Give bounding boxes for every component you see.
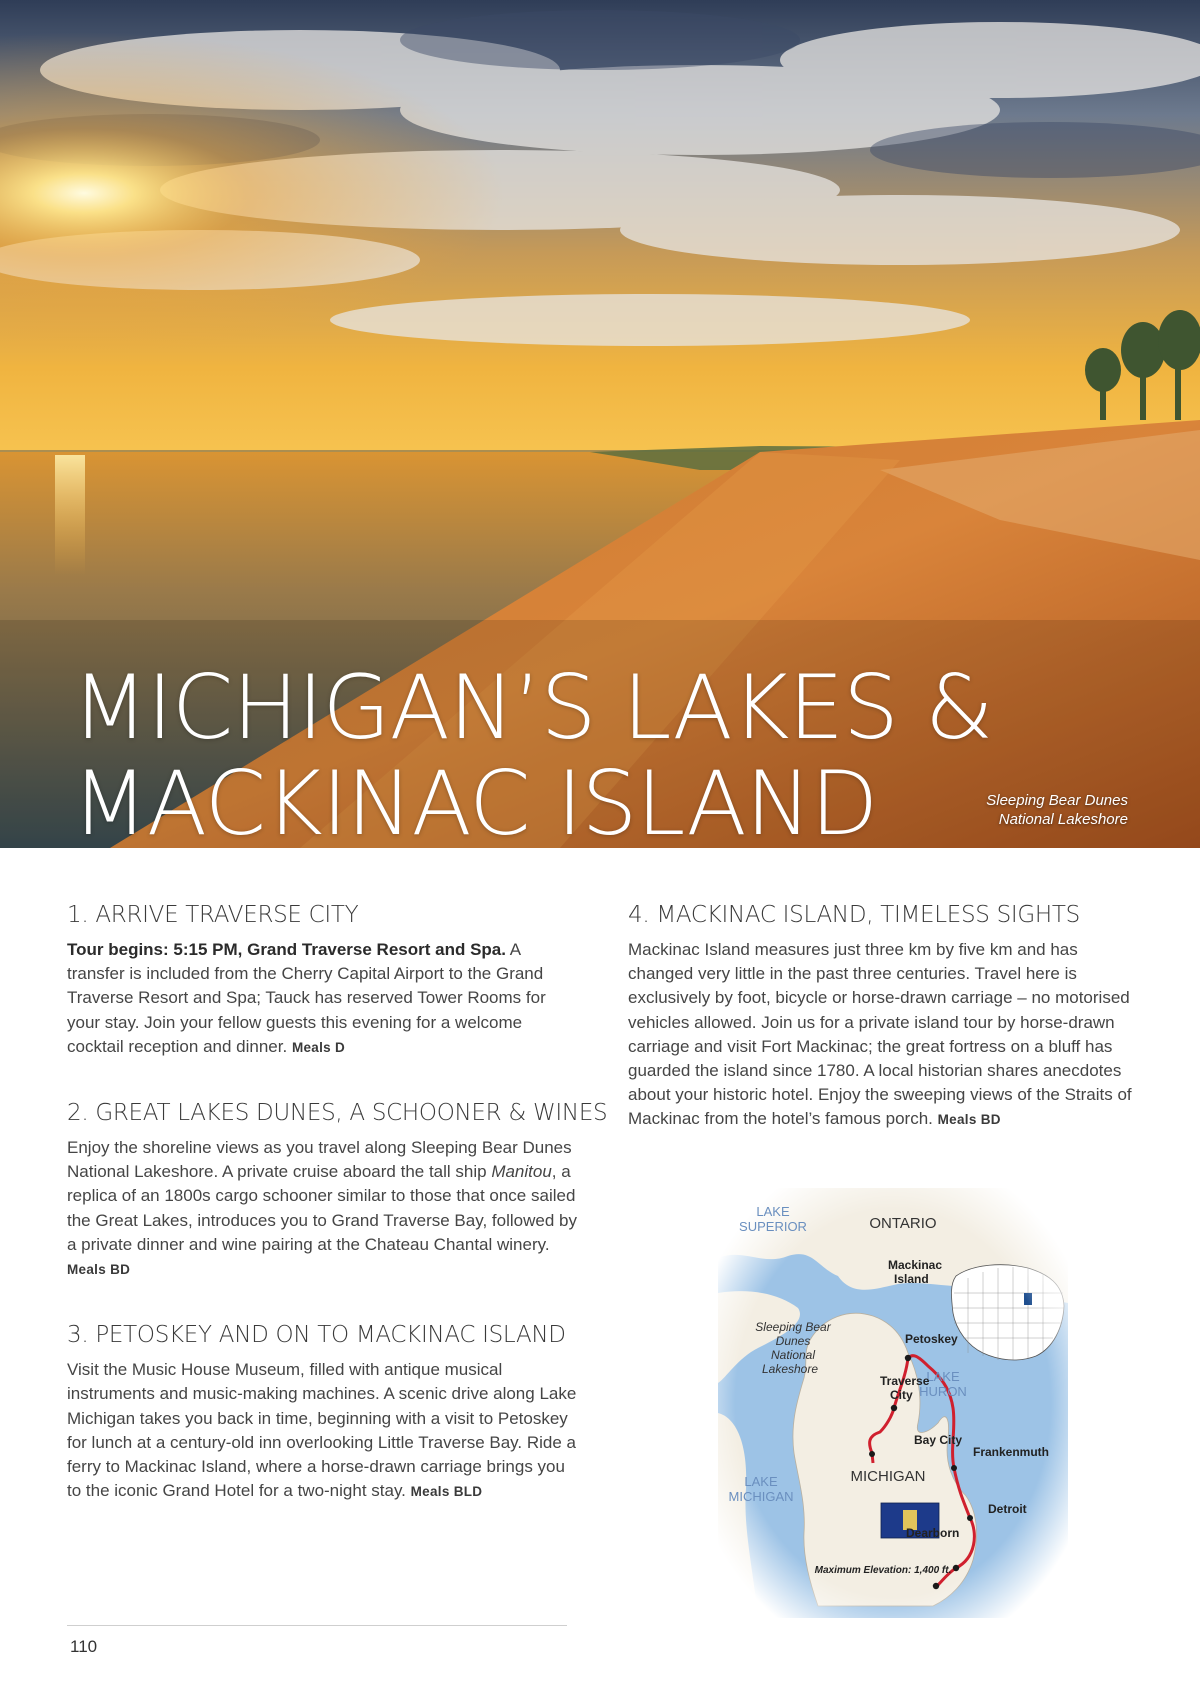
photo-caption-line-1: Sleeping Bear Dunes [986, 792, 1128, 809]
label-lake-superior-1: LAKE [756, 1204, 790, 1219]
label-bay-city: Bay City [914, 1433, 963, 1447]
footer-rule [67, 1625, 567, 1626]
day-1-body: A transfer is included from the Cherry Capital Airport to the Grand Traverse Resort and Spa; Tauck has reserved Tower Rooms for your stay. Join your fellow guests this evening for a welcome cocktail reception and dinner. [67, 940, 546, 1056]
label-lake-huron-2: HURON [919, 1384, 967, 1399]
day-1-heading: 1. ARRIVE TRAVERSE CITY [67, 902, 359, 928]
label-mackinac-1: Mackinac [888, 1258, 943, 1272]
photo-caption [868, 791, 1128, 829]
day-2-meals: Meals BD [67, 1262, 131, 1278]
day-3-text [67, 1358, 577, 1504]
day-3-heading: 3. PETOSKEY AND ON TO MACKINAC ISLAND [67, 1322, 566, 1349]
day-4-text [628, 938, 1138, 1133]
map-fade [718, 1188, 1068, 1618]
day-1-meals: Meals D [291, 1039, 346, 1055]
label-traverse-1: Traverse [880, 1374, 930, 1388]
day-3-meals: Meals BLD [410, 1484, 483, 1500]
label-michigan: MICHIGAN [850, 1468, 926, 1485]
day-2-body-after: , a replica of an 1800s cargo schooner similar to those that once sailed the Great Lakes, introduces you to Grand Traverse Bay, followed by a private dinner and wine pairing at the Chateau Chantal winery. [67, 1162, 577, 1254]
photo-caption-line-2: National Lakeshore [998, 811, 1128, 828]
map-elevation-note: Maximum Elevation: 1,400 ft. [814, 1565, 952, 1576]
right-column [628, 900, 1138, 1171]
day-1-lead: Tour begins: 5:15 PM, Grand Traverse Resort and Spa. [67, 940, 506, 959]
page-title [72, 656, 993, 848]
page-number: 110 [70, 1637, 98, 1656]
day-1-section [67, 900, 577, 1060]
title-line-1: MICHIGAN’S LAKES & [72, 656, 993, 759]
day-2-text [67, 1136, 577, 1282]
label-sleeping-bear-3: National [770, 1348, 816, 1362]
label-sleeping-bear-1: Sleeping Bear [755, 1320, 831, 1334]
title-line-2: MACKINAC ISLAND [72, 752, 878, 848]
label-sleeping-bear-2: Dunes [775, 1334, 811, 1348]
day-2-body-before: Enjoy the shoreline views as you travel along Sleeping Bear Dunes National Lakeshore. A private cruise aboard the tall ship [67, 1138, 572, 1182]
label-lake-michigan-2: MICHIGAN [728, 1489, 794, 1504]
day-4-body: Mackinac Island measures just three km by five km and has changed very little in the past three centuries. Travel here is exclusively by foot, bicycle or horse-drawn carriage – no motorised vehicles allowed. Join us for a private island tour by horse-drawn carriage and visit Fort Mackinac; the great fortress on a bluff has guarded the island since 1780. A local historian shares anecdotes about your historic hotel. Enjoy the sweeping views of the Straits of Mackinac from the hotel’s famous porch. [628, 940, 1132, 1129]
label-lake-huron-1: LAKE [926, 1369, 960, 1384]
day-3-section [67, 1320, 577, 1504]
label-frankenmuth: Frankenmuth [973, 1445, 1050, 1459]
day-1-text [67, 938, 577, 1060]
label-detroit: Detroit [988, 1502, 1027, 1516]
label-ontario: ONTARIO [869, 1215, 937, 1232]
label-lake-superior-2: SUPERIOR [739, 1219, 807, 1234]
day-4-meals: Meals BD [937, 1112, 1001, 1128]
label-traverse-2: City [890, 1388, 913, 1402]
michigan-route-map [718, 1188, 1068, 1618]
ship-name: Manitou [491, 1162, 552, 1182]
label-sleeping-bear-4: Lakeshore [761, 1362, 819, 1376]
left-column [67, 900, 608, 1542]
label-dearborn: Dearborn [906, 1526, 960, 1540]
route-map [718, 1188, 1068, 1618]
label-mackinac-2: Island [894, 1272, 929, 1286]
day-4-heading: 4. MACKINAC ISLAND, TIMELESS SIGHTS [628, 902, 1080, 928]
day-3-body: Visit the Music House Museum, filled with antique musical instruments and music-making machines. A scenic drive along Lake Michigan takes you back in time, beginning with a visit to Petoskey for lunch at a century-old inn overlooking Little Traverse Bay. Ride a ferry to Mackinac Island, where a horse-drawn carriage brings you to the iconic Grand Hotel for a two-night stay. [67, 1360, 577, 1501]
label-lake-michigan-1: LAKE [744, 1474, 778, 1489]
day-4-section [628, 900, 1138, 1133]
day-2-section [67, 1098, 608, 1282]
label-petoskey: Petoskey [905, 1332, 958, 1346]
day-2-heading: 2. GREAT LAKES DUNES, A SCHOONER & WINES [67, 1100, 608, 1127]
